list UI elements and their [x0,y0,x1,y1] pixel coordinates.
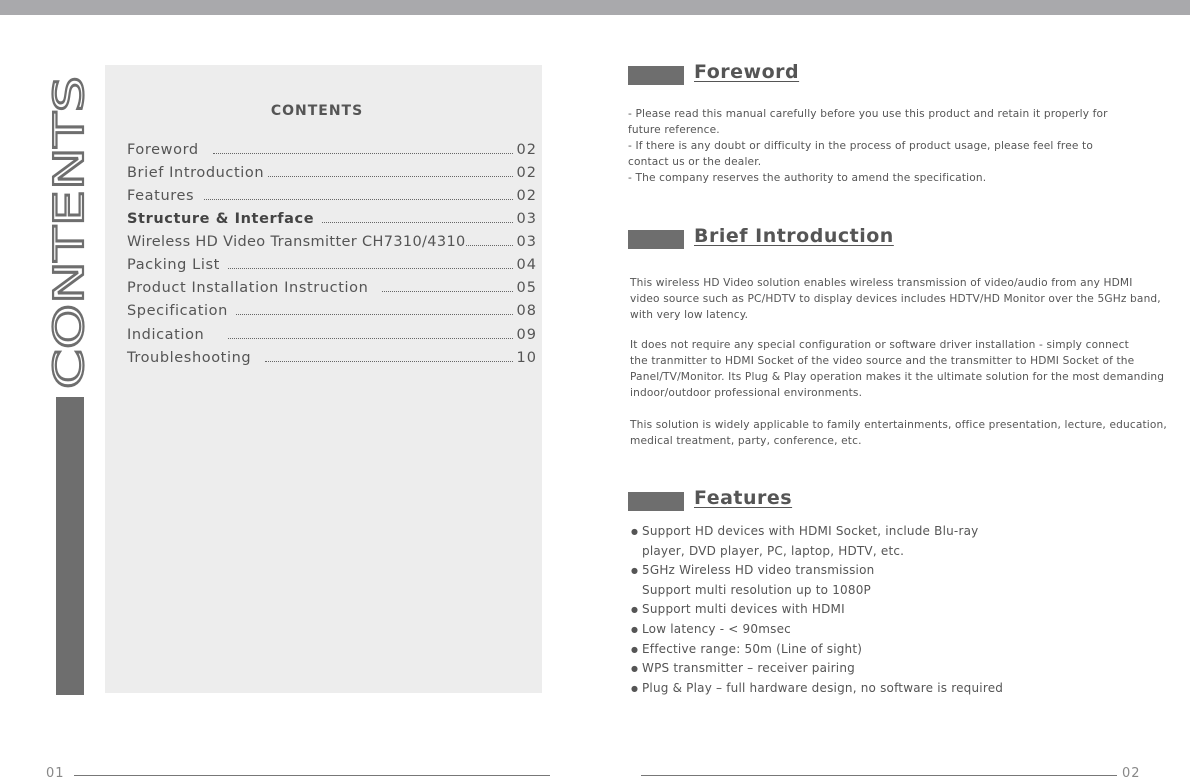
brief-introduction-accent-bar [628,230,684,249]
feature-text: Effective range: 50m (Line of sight) [642,641,863,656]
feature-text: 5GHz Wireless HD video transmission [642,563,875,578]
toc-item-label: Packing List [127,257,220,273]
toc-item-structure-interface[interactable] [127,211,537,231]
foreword-text [628,106,1108,186]
vertical-title [45,74,93,389]
feature-text: player, DVD player, PC, laptop, HDTV, etc. [642,543,905,558]
toc-item-label: Foreword [127,142,199,158]
foreword-line: - The company reserves the authority to amend the specification. [628,172,987,184]
page-number-right: 02 [1122,766,1141,781]
toc-item-specification[interactable] [127,303,537,323]
bullet-icon: ● [631,566,639,576]
feature-text: Support HD devices with HDMI Socket, include Blu-ray [642,524,979,538]
toc-item-label: Wireless HD Video Transmitter CH7310/4310 [127,234,466,250]
toc-leader-dots [466,245,513,246]
toc-leader-dots [265,361,513,362]
bullet-icon: ● [631,605,639,615]
bullet-icon: ● [631,527,639,536]
toc-item-page: 05 [516,280,537,296]
foreword-line: future reference. [628,124,720,136]
features-title: Features [694,487,793,509]
toc-item-packing-list[interactable] [127,257,537,277]
feature-text: Support multi resolution up to 1080P [642,582,871,597]
features-list [631,524,1003,700]
toc-item-page: 10 [516,350,537,366]
toc-item-label: Features [127,188,195,204]
footer-rule-left [74,775,550,776]
toc-item-indication[interactable] [127,327,537,347]
toc-leader-dots [382,291,513,292]
feature-item-continued [631,544,1003,564]
bullet-icon: ● [631,624,639,634]
toc-leader-dots [322,222,513,223]
intro-line: indoor/outdoor professional environments. [630,387,863,399]
feature-text: WPS transmitter – receiver pairing [642,661,855,676]
foreword-line: - Please read this manual carefully before you use this product and retain it properly for [628,108,1108,120]
feature-item [631,681,1003,701]
toc-item-foreword[interactable] [127,142,537,162]
feature-text: Support multi devices with HDMI [642,602,845,617]
feature-item [631,524,1003,544]
foreword-line: contact us or the dealer. [628,156,762,168]
feature-text: Low latency - < 90msec [642,621,791,636]
bullet-icon: ● [631,683,639,693]
vertical-accent-bar [56,397,84,695]
intro-line: the tranmitter to HDMI Socket of the video source and the transmitter to HDMI Socket of the [630,355,1135,367]
brief-introduction-paragraph-2 [630,337,1164,401]
toc-heading: CONTENTS [270,103,364,119]
footer-rule-right [641,775,1117,776]
intro-line: Panel/TV/Monitor. Its Plug & Play operation makes it the ultimate solution for the most demanding [630,371,1165,383]
toc-item-troubleshooting[interactable] [127,350,537,370]
toc-item-page: 08 [516,303,537,319]
toc-leader-dots [228,268,513,269]
toc-item-label: Indication [127,327,205,343]
toc-item-label: Structure & Interface [127,211,315,227]
toc-item-label: Troubleshooting [127,350,252,366]
toc-item-label: Specification [127,303,228,319]
intro-line: medical treatment, party, conference, etc. [630,435,862,447]
feature-item [631,602,1003,622]
toc-item-page: 03 [516,211,537,227]
feature-item [631,661,1003,681]
intro-line: This wireless HD Video solution enables wireless transmission of video/audio from any HDMI [630,277,1133,289]
top-bar [0,0,1190,15]
toc-leader-dots [228,338,513,339]
toc-leader-dots [268,176,513,177]
toc-panel [105,65,542,693]
toc-item-page: 09 [516,327,537,343]
feature-item [631,642,1003,662]
toc-item-label: Product Installation Instruction [127,280,369,296]
toc-item-page: 02 [516,142,537,158]
feature-text: Plug & Play – full hardware design, no software is required [642,680,1004,695]
toc-item-page: 04 [516,257,537,273]
intro-line: This solution is widely applicable to family entertainments, office presentation, lecture, education, [630,419,1167,431]
toc-item-product-installation[interactable] [127,280,537,300]
vertical-title-text: CONTENTS [45,164,93,389]
bullet-icon: ● [631,644,639,654]
intro-line: It does not require any special configuration or software driver installation - simply connect [630,339,1129,351]
foreword-accent-bar [628,66,684,85]
toc-item-brief-introduction[interactable] [127,165,537,185]
toc-leader-dots [236,314,513,315]
toc-item-label: Brief Introduction [127,165,265,181]
intro-line: with very low latency. [630,309,749,321]
brief-introduction-paragraph-1 [630,275,1161,323]
brief-introduction-paragraph-3 [630,417,1167,449]
feature-item [631,622,1003,642]
intro-line: video source such as PC/HDTV to display devices includes HDTV/HD Monitor over the 5GHz band, [630,293,1161,305]
features-accent-bar [628,492,684,511]
toc-item-page: 03 [516,234,537,250]
foreword-line: - If there is any doubt or difficulty in the process of product usage, please feel free to [628,140,1093,152]
foreword-title: Foreword [694,61,800,83]
feature-item-continued [631,583,1003,603]
toc-item-page: 02 [516,165,537,181]
page-number-left: 01 [46,766,65,781]
bullet-icon: ● [631,664,639,674]
feature-item [631,563,1003,583]
toc-leader-dots [213,153,513,154]
toc-item-features[interactable] [127,188,537,208]
toc-leader-dots [204,199,513,200]
toc-item-wireless-transmitter[interactable] [127,234,537,254]
brief-introduction-title: Brief Introduction [694,225,894,247]
toc-item-page: 02 [516,188,537,204]
